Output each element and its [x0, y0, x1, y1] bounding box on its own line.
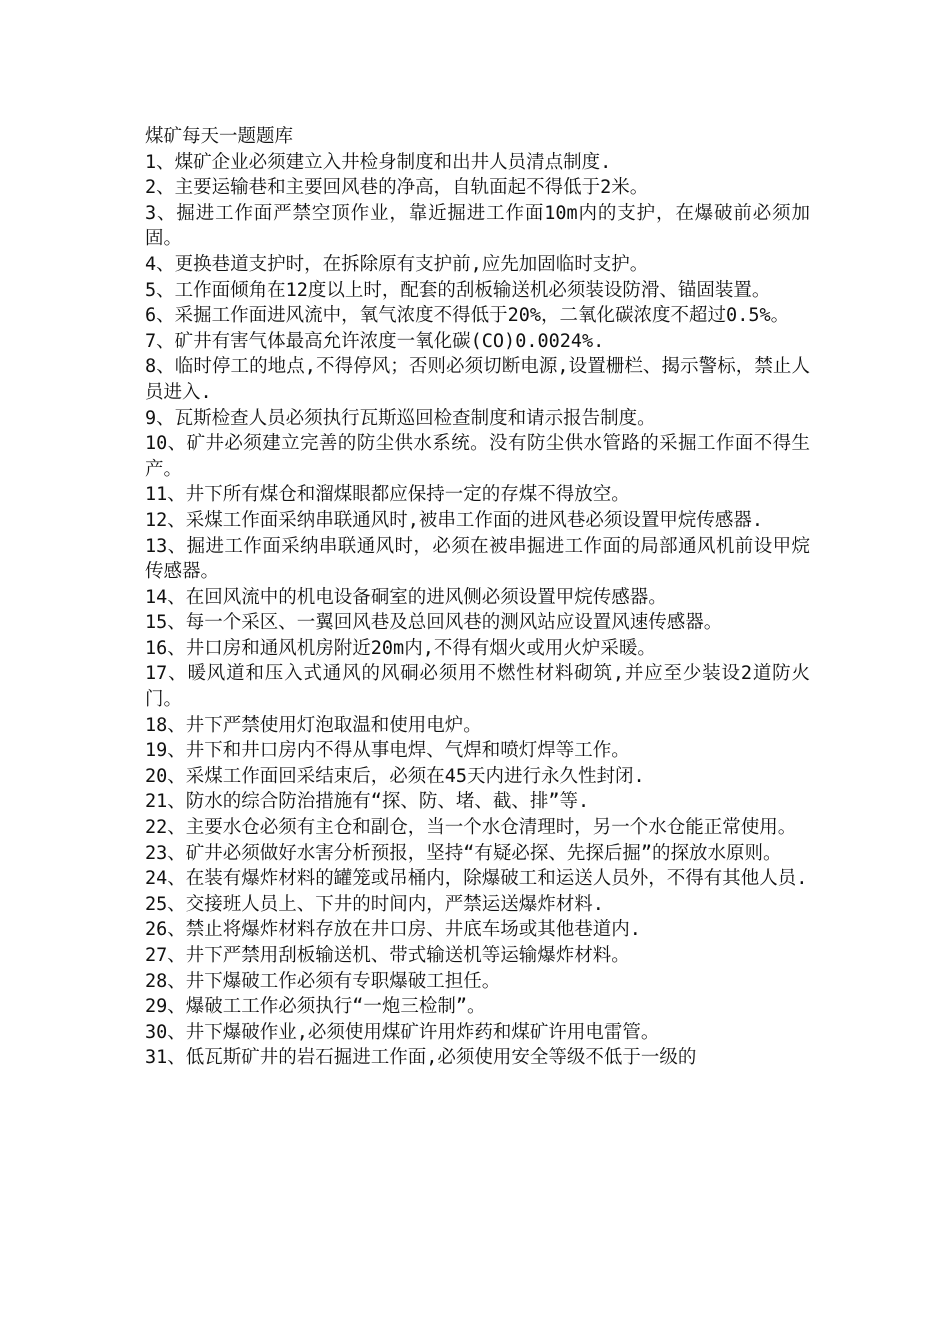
document-body	[145, 124, 810, 1071]
rule-item: 22、主要水仓必须有主仓和副仓，当一个水仓清理时，另一个水仓能正常使用。	[145, 817, 797, 839]
rule-item: 15、每一个采区、一翼回风巷及总回风巷的测风站应设置风速传感器。	[145, 612, 723, 634]
rule-item: 14、在回风流中的机电设备硐室的进风侧必须设置甲烷传感器。	[145, 586, 667, 608]
rule-item: 11、井下所有煤仓和溜煤眼都应保持一定的存煤不得放空。	[145, 484, 630, 506]
rule-item: 7、矿井有害气体最高允许浓度一氧化碳(CO)0.0024%.	[145, 330, 605, 352]
rule-item: 2、主要运输巷和主要回风巷的净高，自轨面起不得低于2米。	[145, 177, 649, 199]
rule-item: 6、采掘工作面进风流中，氧气浓度不得低于20%，二氧化碳浓度不超过0.5%。	[145, 305, 790, 327]
rule-item: 10、矿井必须建立完善的防尘供水系统。没有防尘供水管路的采掘工作面不得生产。	[145, 433, 810, 480]
rule-item: 25、交接班人员上、下井的时间内，严禁运送爆炸材料.	[145, 893, 604, 915]
rule-item: 30、井下爆破作业,必须使用煤矿许用炸药和煤矿许用电雷管。	[145, 1021, 660, 1043]
rule-item: 9、瓦斯检查人员必须执行瓦斯巡回检查制度和请示报告制度。	[145, 407, 656, 429]
rule-item: 5、工作面倾角在12度以上时，配套的刮板输送机必须装设防滑、锚固装置。	[145, 279, 771, 301]
rule-item: 19、井下和井口房内不得从事电焊、气焊和喷灯焊等工作。	[145, 740, 630, 762]
rule-item: 23、矿井必须做好水害分析预报，坚持“有疑必探、先探后掘”的探放水原则。	[145, 842, 782, 864]
rule-item: 8、临时停工的地点,不得停风；否则必须切断电源,设置栅栏、揭示警标，禁止人员进入.	[145, 356, 810, 403]
rule-item: 13、掘进工作面采纳串联通风时，必须在被串掘进工作面的局部通风机前设甲烷传感器。	[145, 535, 810, 583]
rule-item: 26、禁止将爆炸材料存放在井口房、井底车场或其他巷道内.	[145, 919, 641, 941]
rule-item: 28、井下爆破工作必须有专职爆破工担任。	[145, 970, 501, 992]
rule-item: 29、爆破工工作必须执行“一炮三检制”。	[145, 996, 486, 1018]
rule-item: 21、防水的综合防治措施有“探、防、堵、截、排”等.	[145, 791, 590, 813]
rule-item: 18、井下严禁使用灯泡取温和使用电炉。	[145, 714, 482, 736]
rule-item: 12、采煤工作面采纳串联通风时,被串工作面的进风巷必须设置甲烷传感器.	[145, 509, 764, 531]
rule-item: 17、暖风道和压入式通风的风硐必须用不燃性材料砌筑,并应至少装设2道防火门。	[145, 663, 810, 711]
rule-item: 31、低瓦斯矿井的岩石掘进工作面,必须使用安全等级不低于一级的	[145, 1047, 697, 1069]
rule-item: 27、井下严禁用刮板输送机、带式输送机等运输爆炸材料。	[145, 945, 630, 966]
rule-item: 4、更换巷道支护时，在拆除原有支护前,应先加固临时支护。	[145, 253, 649, 275]
rule-list	[145, 150, 810, 1071]
rule-item: 1、煤矿企业必须建立入井检身制度和出井人员清点制度.	[145, 151, 612, 173]
rule-item: 16、井口房和通风机房附近20m内,不得有烟火或用火炉采暖。	[145, 637, 656, 659]
document-title: 煤矿每天一题题库	[145, 126, 294, 147]
rule-item: 3、掘进工作面严禁空顶作业，靠近掘进工作面10m内的支护，在爆破前必须加固。	[145, 202, 810, 250]
rule-item: 20、采煤工作面回采结束后，必须在45天内进行永久性封闭.	[145, 765, 645, 787]
rule-item: 24、在装有爆炸材料的罐笼或吊桶内，除爆破工和运送人员外，不得有其他人员.	[145, 868, 808, 890]
